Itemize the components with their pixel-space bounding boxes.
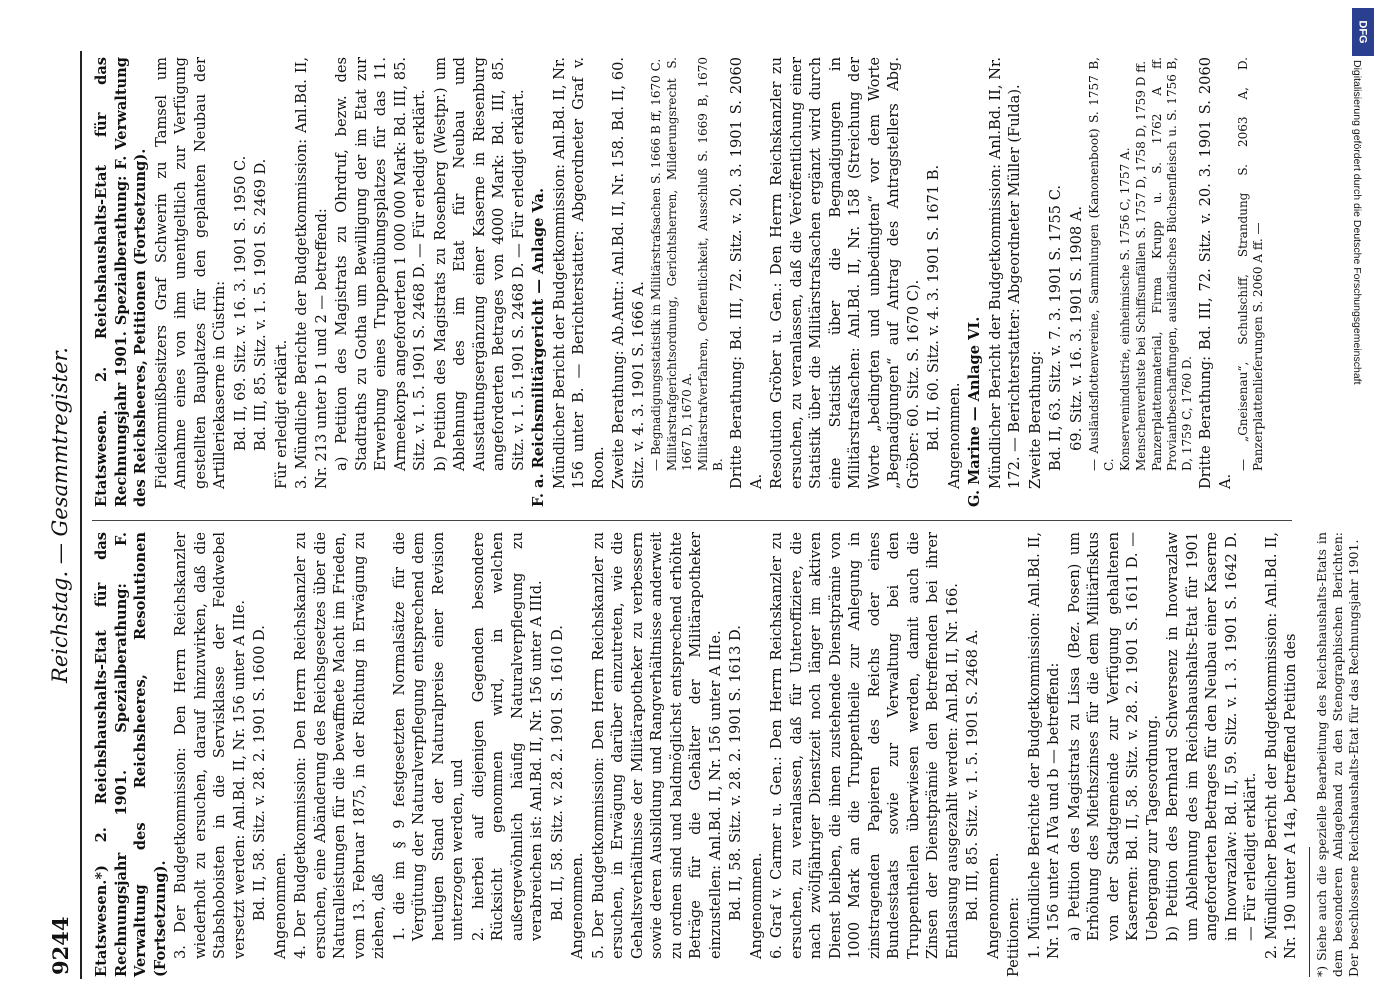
column-divider bbox=[92, 520, 1292, 521]
index-entry: b) Petition des Magistrats zu Rosenberg (Westpr.) um Ablehnung des im Etat für Neubau und Ausstattungsergänzung einer Kaserne in Riesenburg angeforderten Betrages von 4000 Mark: Bd. III, 85. Sitz. v. 1. 5. 1901 S. 2468 D. — Für erledigt erklärt. bbox=[431, 57, 527, 471]
index-entry: Bd. II, 63. Sitz. v. 7. 3. 1901 S. 1755 C. bbox=[1047, 184, 1064, 471]
index-entry: Bd. II, 58. Sitz. v. 28. 2. 1901 S. 1613 D. bbox=[727, 625, 744, 921]
index-entry: Mündlicher Bericht der Budgetkommission: Anl.Bd. II, Nr. 156 unter B. — Berichterstatter: Abgeordneter Graf v. Roon. bbox=[550, 57, 607, 489]
index-entry: 3. Der Budgetkommission: Den Herrn Reichskanzler wiederholt zu ersuchen, darauf hinzuwirken, daß die Stabshoboisten in die Servisklasse der Feldwebel versetzt werden: Anl.Bd. II, Nr. 156 unter A IIIe. bbox=[172, 532, 248, 959]
footnote: *) Siehe auch die spezielle Bearbeitung des Reichshaushalts-Etats in dem besonderen Anlageband zu den Stenographischen Berichten: Der beschlossene Reichshaushalts-Etat für das Rechnungsjahr 1901. bbox=[1313, 532, 1361, 977]
page-header bbox=[48, 45, 88, 985]
index-entry: Angenommen. bbox=[569, 852, 586, 959]
index-entry: Angenommen. bbox=[945, 382, 963, 489]
index-entry: F. a. Reichsmilitärgericht — Anlage Va. bbox=[530, 187, 547, 507]
index-entry: a) Petition des Magistrats zu Ohrdruf, bezw. des Stadtraths zu Gotha um Bewilligung der im Etat zur Erwerbung eines Truppenübungsplatzes für das 11. Armeekorps angeforderten 1 000 000 Mark: Bd. III, 85. Sitz. v. 1. 5. 1901 S. 2468 D. — Für erledigt erklärt. bbox=[333, 57, 428, 471]
index-entry: Bd. II, 60. Sitz. v. 4. 3. 1901 S. 1671 B. bbox=[925, 164, 942, 451]
left-column bbox=[92, 532, 1362, 977]
index-entry: a) Petition des Magistrats zu Lissa (Bez. Posen) um Erhöhung des Miethszinses für die dem Militärfiskus von der Stadtgemeinde zur Verfügung gehaltenen Kasernen: Bd. II, 58. Sitz. v. 28. 2. 1901 S. 1611 D. — Uebergang zur Tagesordnung. bbox=[1065, 532, 1161, 941]
index-entry: Angenommen. bbox=[271, 852, 289, 959]
index-entry: Petitionen: bbox=[1005, 896, 1022, 977]
dfg-logo bbox=[1352, 8, 1374, 56]
index-entry: 4. Der Budgetkommission: Den Herrn Reichskanzler zu ersuchen, eine Abänderung des Reichsgesetzes über die Naturalleistungen für die bewaffnete Macht im Frieden, vom 13. Februar 1875, in der Richtung in Erwägung zu ziehen, daß bbox=[292, 532, 387, 959]
index-entry: — Begnadigungsstatistik in Militärstrafsachen S. 1666 B ff, 1670 C. bbox=[649, 58, 663, 471]
index-entry: 1. die im § 9 festgesetzten Normalsätze für die Vergütung der Naturalverpflegung entsprechend dem heutigen Stand der Naturalpreise einer Revision unterzogen werden, und bbox=[390, 532, 466, 941]
index-entry: Zweite Berathung: Ab.Antr.: Anl.Bd. II, Nr. 158. Bd. II, 60. Sitz. v. 4. 3. 1901 S. 1666 A. bbox=[610, 57, 647, 489]
index-entry: 5. Der Budgetkommission: Den Herrn Reichskanzler zu ersuchen, in Erwägung darüber einzutreten, wie die Gehaltsverhältnisse der Militärapotheker zu verbessern sowie deren Ausbildung und Rangverhältnisse anderweit zu ordnen sind und baldmöglichst entsprechend erhöhte Beträge für die Gehälter der Militärapotheker einzustellen: Anl.Bd. II, Nr. 156 unter A IIIe. bbox=[589, 532, 724, 959]
index-entry: b) Petition des Bernhard Schwersenz in Inowrazlaw um Ablehnung des im Reichshaushalts-Etat für 1901 angeforderten Betrages für den Neubau einer Kaserne in Inowrazlaw: Bd. II, 59. Sitz. v. 1. 3. 1901 S. 1642 D. — Für erledigt erklärt. bbox=[1164, 532, 1259, 941]
header-rule bbox=[80, 51, 82, 979]
index-entry: Bd. III, 85. Sitz. v. 1. 5. 1901 S. 2469 D. bbox=[252, 158, 269, 451]
index-entry: Resolution Gröber u. Gen.: Den Herrn Reichskanzler zu ersuchen, zu veranlassen, daß die Veröffentlichung einer Statistik über die Militärstrafsachen ergänzt wird durch eine Statistik über die Begnadigungen in Militärstrafsachen: Anl.Bd. II, Nr. 158 (Streichung der Worte „bedingten und unbedingten“ vor dem Worte „Begnadigungen“ auf Antrag des Antragstellers Abg. Gröber: 60. Sitz. S. 1670 C). bbox=[768, 57, 922, 489]
index-entry: Dritte Berathung: Bd. III, 72. Sitz. v. 20. 3. 1901 S. 2060 A. bbox=[1197, 57, 1234, 489]
index-entry: Fideikommißbesitzers Graf Schwerin zu Tamsel um Annahme eines von ihm unentgeltlich zur Verfügung gestellten Bauplatzes für den geplanten Neubau der Artilleriekaserne in Cüstrin: bbox=[152, 57, 228, 489]
index-entry: 1. Mündliche Berichte der Budgetkommission: Anl.Bd. II, Nr. 156 unter A IVa und b — betreffend: bbox=[1025, 532, 1062, 959]
index-entry: Bd. III, 85. Sitz. v. 1. 5. 1901 S. 2468 A. bbox=[964, 629, 981, 921]
index-entry: Panzerplattenmaterial, Firma Krupp u. S. 1762 A ff. Proviantbeschaffungen, ausländisches Büchsenfleisch u. S. 1756 B, D, 1759 C, 1760 D. bbox=[1150, 57, 1194, 471]
index-entry: Angenommen. bbox=[984, 852, 1002, 959]
index-entry: — „Gneisenau“, Schulschiff, Strandung S. 2063 A, D. Panzerplattenlieferungen S. 2060 A ff. — bbox=[1236, 57, 1265, 471]
index-entry: Bd. II, 69. Sitz. v. 16. 3. 1901 S. 1950 C. bbox=[231, 155, 249, 451]
index-entry: Militärstrafgerichtsordnung, Gerichtsherren, Milderungsrecht S. 1667 D, 1670 A. bbox=[665, 57, 694, 471]
index-entry: Konservenindustrie, einheimische S. 1756 C, 1757 A. bbox=[1118, 147, 1132, 471]
index-entry: Für erledigt erklärt. bbox=[272, 339, 290, 489]
index-entry: — Ausländsflottenvereine, Sammlungen (Kanonenboot) S. 1757 B, C. bbox=[1087, 57, 1116, 471]
index-entry: Menschenverluste bei Schiffsunfällen S. 1757 D, 1758 D, 1759 D ff. bbox=[1134, 60, 1148, 471]
digitization-note: Digitalisierung gefördert durch die Deutsche Forschungsgemeinschaft bbox=[1351, 60, 1363, 385]
index-entry: 69. Sitz. v. 16. 3. 1901 S. 1908 A. bbox=[1067, 205, 1085, 451]
document-page bbox=[30, 45, 1360, 985]
index-entry: Militärstrafverfahren, Oeffentlichkeit, Ausschluß S. 1669 B, 1670 B. bbox=[696, 57, 725, 471]
index-entry: Bd. II, 58. Sitz. v. 28. 2. 1901 S. 1600 D. bbox=[251, 625, 268, 921]
index-entry: Zweite Berathung: bbox=[1026, 350, 1044, 489]
index-entry: G. Marine — Anlage VI. bbox=[966, 316, 983, 507]
page-number: 9244 bbox=[48, 916, 73, 975]
index-entry: 3. Mündliche Berichte der Budgetkommission: Anl.Bd. II, Nr. 213 unter b 1 und 2 — betreffend: bbox=[293, 57, 330, 489]
index-entry: Dritte Berathung: Bd. III, 72. Sitz. v. 20. 3. 1901 S. 2060 A. bbox=[728, 57, 765, 489]
index-entry: Mündlicher Bericht der Budgetkommission: Anl.Bd. II, Nr. 172. — Berichterstatter: Abgeordneter Müller (Fulda). bbox=[986, 57, 1023, 489]
index-entry: Angenommen. bbox=[747, 852, 765, 959]
index-entry: Etatswesen.*) 2. Reichshaushalts-Etat für das Rechnungsjahr 1901. Spezialberathung: F. Verwaltung des Reichsheeres, Resolutionen (Fortsetzung). bbox=[93, 532, 169, 977]
index-entry: 6. Graf v. Carmer u. Gen.: Den Herrn Reichskanzler zu ersuchen, zu veranlassen, daß für Unteroffiziere, die nach zwölfjähriger Dienstzeit noch länger im aktiven Dienst bleiben, die ihnen zustehende Dienstprämie von 1000 Mark an die Truppentheile zur Anlegung in zinstragenden Papieren des Reichs oder eines Bundesstaats sowie zur Verwaltung bei den Truppentheilen überwiesen werden, damit auch die Zinsen der Dienstprämie den Betreffenden bei ihrer Entlassung ausgezahlt werden: Anl.Bd. II, Nr. 166. bbox=[768, 532, 961, 959]
index-entry: Etatswesen. 2. Reichshaushalts-Etat für das Rechnungsjahr 1901. Spezialberathung: F. Verwaltung des Reichsheeres, Petitionen (Fortsetzung). bbox=[93, 57, 149, 507]
index-entry: Bd. II, 58. Sitz. v. 28. 2. 1901 S. 1610 D. bbox=[548, 625, 566, 921]
running-title: Reichstag. — Gesammtregister. bbox=[48, 347, 72, 683]
index-entry: 2. Mündlicher Bericht der Budgetkommission: Anl.Bd. II, Nr. 190 unter A 14a, betreffend Petition des bbox=[1262, 532, 1299, 959]
dfg-logo-text: DFG bbox=[1357, 20, 1370, 44]
right-column bbox=[92, 57, 1267, 507]
footnote-rule bbox=[1309, 847, 1310, 977]
index-entry: 2. hierbei auf diejenigen Gegenden besondere Rücksicht genommen wird, in welchen außergewöhnlich häufig Naturalverpflegung zu verabreichen ist: Anl.Bd. II, Nr. 156 unter A IIId. bbox=[469, 532, 545, 941]
